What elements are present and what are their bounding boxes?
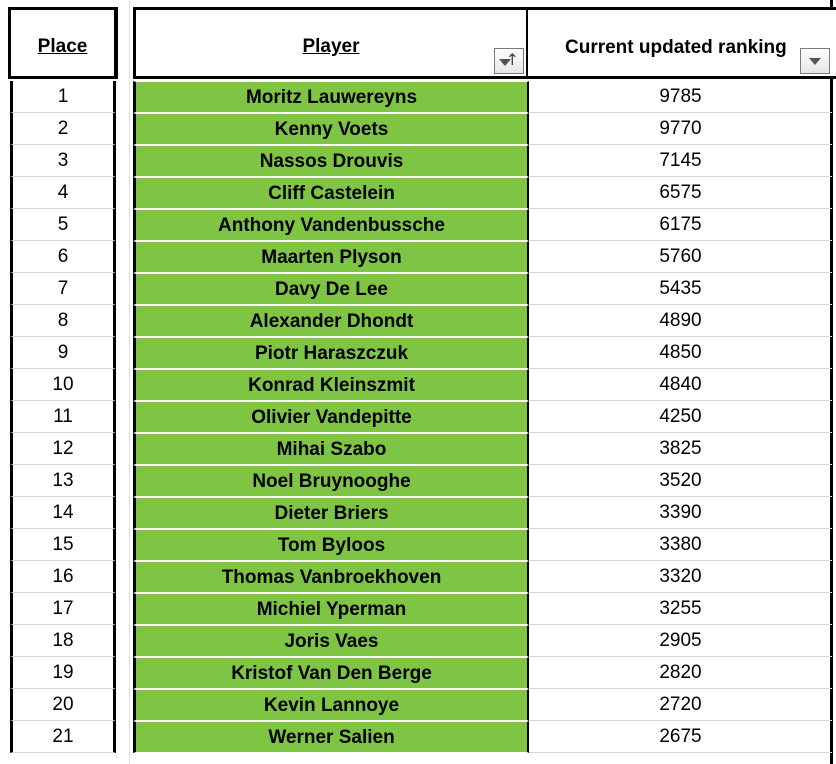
table-row <box>0 465 836 497</box>
cell-place[interactable]: 8 <box>10 305 116 337</box>
cell-ranking[interactable]: 3320 <box>529 561 832 593</box>
table-row <box>0 529 836 561</box>
cell-ranking[interactable]: 2720 <box>529 689 832 721</box>
cell-player[interactable]: Maarten Plyson <box>133 241 529 273</box>
cell-place[interactable]: 17 <box>10 593 116 625</box>
cell-player[interactable]: Olivier Vandepitte <box>133 401 529 433</box>
cell-ranking[interactable]: 3390 <box>529 497 832 529</box>
cell-place[interactable]: 9 <box>10 337 116 369</box>
cell-player[interactable]: Dieter Briers <box>133 497 529 529</box>
table-row <box>0 369 836 401</box>
cell-ranking[interactable]: 2905 <box>529 625 832 657</box>
table-row <box>0 113 836 145</box>
table-row <box>0 145 836 177</box>
cell-ranking[interactable]: 2675 <box>529 721 832 753</box>
table-row <box>0 625 836 657</box>
table-row <box>0 721 836 753</box>
cell-player[interactable]: Moritz Lauwereyns <box>133 81 529 113</box>
cell-place[interactable]: 19 <box>10 657 116 689</box>
table-row <box>0 401 836 433</box>
cell-ranking[interactable]: 9770 <box>529 113 832 145</box>
cell-player[interactable]: Mihai Szabo <box>133 433 529 465</box>
cell-ranking[interactable]: 5435 <box>529 273 832 305</box>
sort-ascending-icon: ↑ <box>505 50 519 69</box>
cell-place[interactable]: 6 <box>10 241 116 273</box>
cell-player[interactable]: Werner Salien <box>133 721 529 753</box>
cell-player[interactable]: Noel Bruynooghe <box>133 465 529 497</box>
table-row <box>0 689 836 721</box>
cell-ranking[interactable]: 9785 <box>529 81 832 113</box>
cell-ranking[interactable]: 7145 <box>529 145 832 177</box>
table-row <box>0 177 836 209</box>
header-place-label: Place <box>37 36 88 57</box>
cell-player[interactable]: Kristof Van Den Berge <box>133 657 529 689</box>
cell-place[interactable]: 2 <box>10 113 116 145</box>
cell-ranking[interactable]: 4890 <box>529 305 832 337</box>
cell-player[interactable]: Kenny Voets <box>133 113 529 145</box>
cell-ranking[interactable]: 3255 <box>529 593 832 625</box>
ranking-filter-button[interactable] <box>800 48 830 74</box>
header-ranking-label: Current updated ranking <box>565 37 787 58</box>
table-row <box>0 241 836 273</box>
cell-ranking[interactable]: 3380 <box>529 529 832 561</box>
table-row <box>0 433 836 465</box>
table-row <box>0 305 836 337</box>
cell-player[interactable]: Anthony Vandenbussche <box>133 209 529 241</box>
cell-ranking[interactable]: 4850 <box>529 337 832 369</box>
cell-player[interactable]: Davy De Lee <box>133 273 529 305</box>
cell-place[interactable]: 4 <box>10 177 116 209</box>
cell-player[interactable]: Joris Vaes <box>133 625 529 657</box>
cell-player[interactable]: Alexander Dhondt <box>133 305 529 337</box>
header-ranking[interactable] <box>527 7 836 79</box>
cell-player[interactable]: Piotr Haraszczuk <box>133 337 529 369</box>
table-row <box>0 657 836 689</box>
cell-ranking[interactable]: 3825 <box>529 433 832 465</box>
cell-ranking[interactable]: 4840 <box>529 369 832 401</box>
header-place[interactable] <box>8 7 118 79</box>
table-row <box>0 81 836 113</box>
cell-player[interactable]: Cliff Castelein <box>133 177 529 209</box>
cell-place[interactable]: 11 <box>10 401 116 433</box>
cell-ranking[interactable]: 4250 <box>529 401 832 433</box>
cell-place[interactable]: 16 <box>10 561 116 593</box>
header-player[interactable] <box>133 7 529 79</box>
table-body <box>0 81 836 753</box>
cell-player[interactable]: Thomas Vanbroekhoven <box>133 561 529 593</box>
cell-player[interactable]: Michiel Yperman <box>133 593 529 625</box>
player-filter-button[interactable] <box>494 48 524 74</box>
cell-place[interactable]: 15 <box>10 529 116 561</box>
table-row <box>0 593 836 625</box>
cell-player[interactable]: Tom Byloos <box>133 529 529 561</box>
cell-place[interactable]: 1 <box>10 81 116 113</box>
cell-ranking[interactable]: 6575 <box>529 177 832 209</box>
cell-place[interactable]: 12 <box>10 433 116 465</box>
cell-player[interactable]: Konrad Kleinszmit <box>133 369 529 401</box>
table-row <box>0 273 836 305</box>
cell-place[interactable]: 20 <box>10 689 116 721</box>
table-row <box>0 497 836 529</box>
cell-place[interactable]: 14 <box>10 497 116 529</box>
table-row <box>0 561 836 593</box>
cell-ranking[interactable]: 5760 <box>529 241 832 273</box>
filter-dropdown-icon <box>809 58 821 65</box>
cell-place[interactable]: 3 <box>10 145 116 177</box>
cell-place[interactable]: 13 <box>10 465 116 497</box>
cell-place[interactable]: 7 <box>10 273 116 305</box>
cell-place[interactable]: 5 <box>10 209 116 241</box>
cell-place[interactable]: 21 <box>10 721 116 753</box>
cell-ranking[interactable]: 6175 <box>529 209 832 241</box>
cell-place[interactable]: 18 <box>10 625 116 657</box>
cell-ranking[interactable]: 3520 <box>529 465 832 497</box>
table-row <box>0 209 836 241</box>
table-row <box>0 337 836 369</box>
cell-player[interactable]: Kevin Lannoye <box>133 689 529 721</box>
cell-player[interactable]: Nassos Drouvis <box>133 145 529 177</box>
cell-ranking[interactable]: 2820 <box>529 657 832 689</box>
cell-place[interactable]: 10 <box>10 369 116 401</box>
header-player-label: Player <box>302 36 360 57</box>
